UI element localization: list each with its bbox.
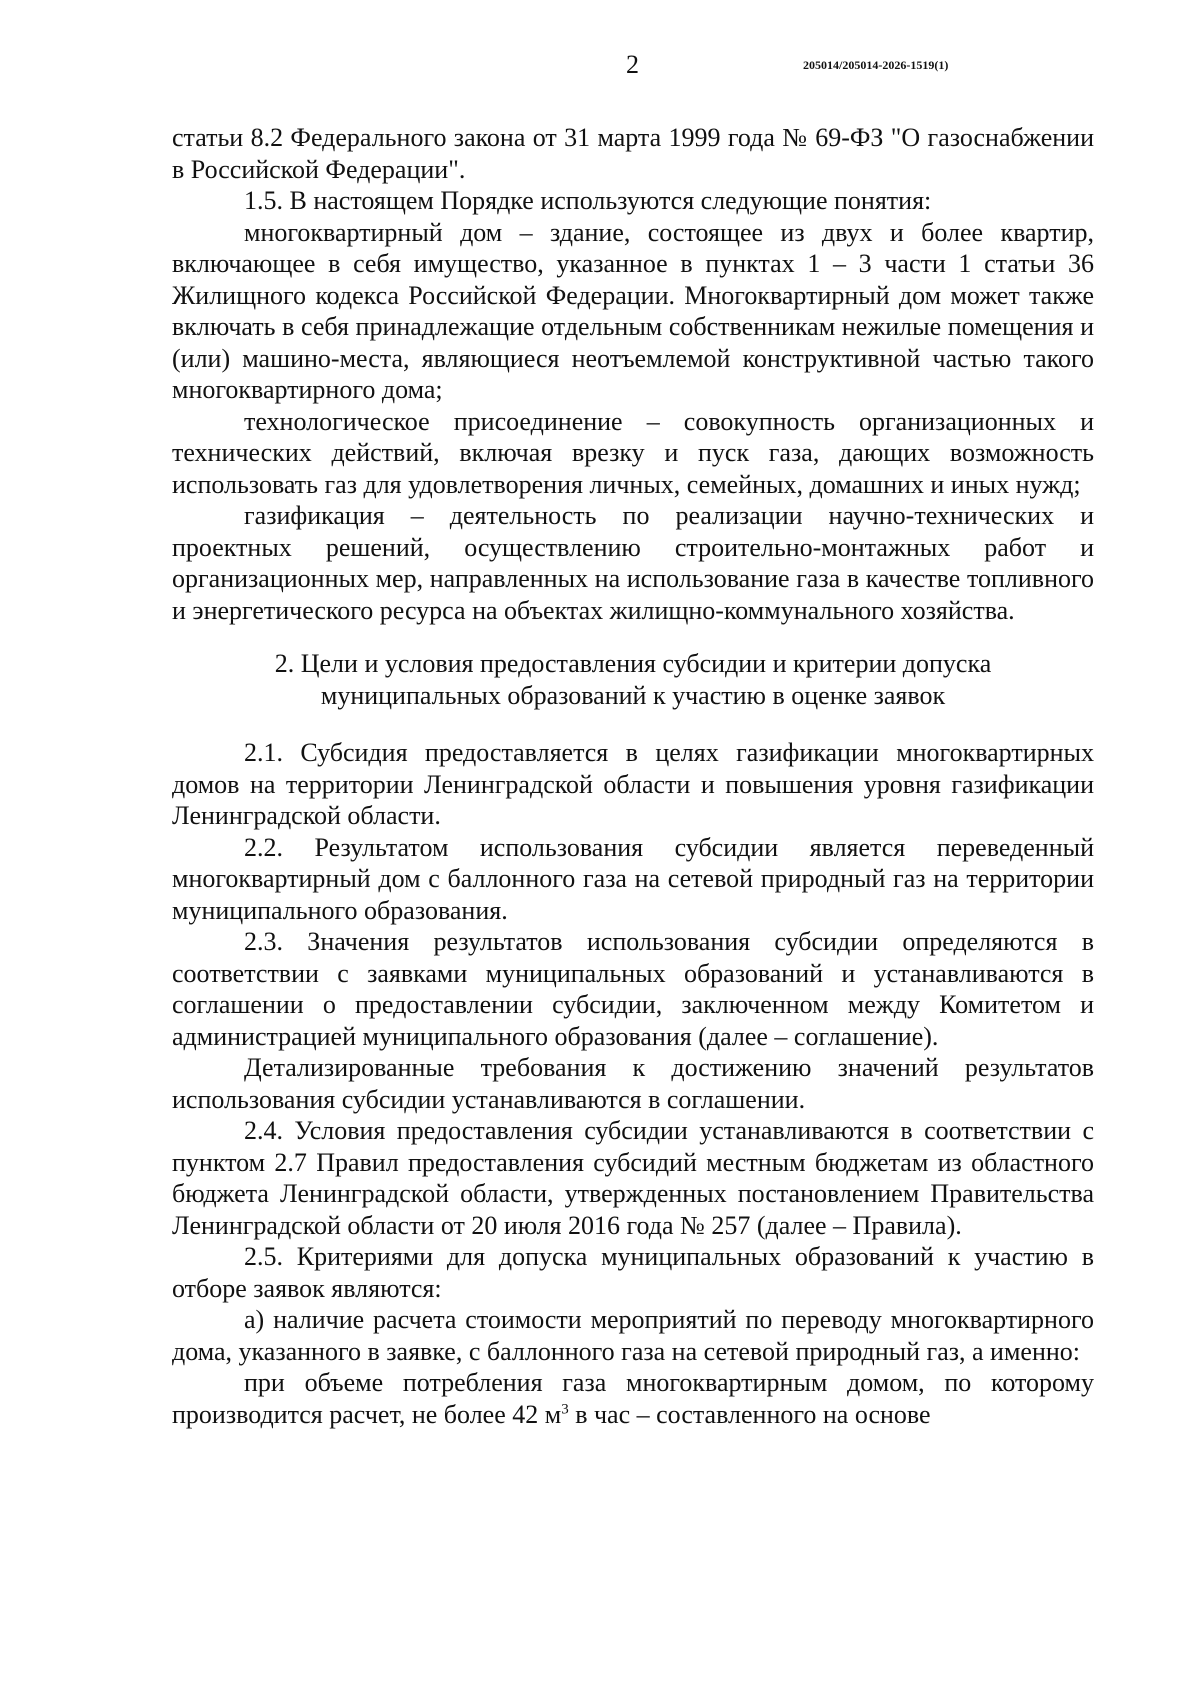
paragraph-2-5: 2.5. Критериями для допуска муниципальных образований к участию в отборе заявок являются: [172, 1242, 1094, 1303]
page-number: 2 [626, 50, 639, 79]
definition-apartment-building: многоквартирный дом – здание, состоящее из двух и более квартир, включающее в себя имущество, указанное в пунктах 1 – 3 части 1 статьи 36 Жилищного кодекса Российской Федерации. Многоквартирный дом может также включать в себя принадлежащие отдельным собственникам нежилые помещения и (или) машино-места, являющиеся неотъемлемой конструктивной частью такого многоквартирного дома; [172, 217, 1094, 404]
paragraph-detailed-requirements: Детализированные требования к достижению значений результатов использования субсидии устанавливаются в соглашении. [172, 1053, 1094, 1114]
document-id: 205014/205014-2026-1519(1) [803, 58, 949, 72]
gas-volume-text-end: в час – составленного на основе [568, 1399, 931, 1429]
definition-gasification: газификация – деятельность по реализации научно-технических и проектных решений, осуществлению строительно-монтажных работ и организационных мер, направленных на использование газа в качестве топливного и энергетического ресурса на объектах жилищно-коммунального хозяйства. [172, 501, 1094, 625]
paragraph-gas-volume [172, 1367, 1094, 1430]
paragraph-2-2: 2.2. Результатом использования субсидии является переведенный многоквартирный дом с баллонного газа на сетевой природный газ на территории муниципального образования. [172, 832, 1094, 925]
paragraph-1-5: 1.5. В настоящем Порядке используются следующие понятия: [244, 186, 932, 215]
paragraph-criterion-a: а) наличие расчета стоимости мероприятий по переводу многоквартирного дома, указанного в заявке, с баллонного газа на сетевой природный газ, а именно: [172, 1305, 1094, 1366]
cubic-superscript: 3 [561, 1400, 569, 1417]
document-body [172, 122, 1094, 1430]
gas-volume-text-start: при объеме потребления газа многоквартирным домом, по которому производится расчет, не более 42 м [172, 1368, 1094, 1429]
paragraph-2-4: 2.4. Условия предоставления субсидии устанавливаются в соответствии с пунктом 2.7 Правил предоставления субсидий местным бюджетам из областного бюджета Ленинградской области, утвержденных постановлением Правительства Ленинградской области от 20 июля 2016 года № 257 (далее – Правила). [172, 1116, 1094, 1240]
section-heading: 2. Цели и условия предоставления субсидии и критерии допуска муниципальных образований к участию в оценке заявок [274, 649, 992, 710]
paragraph-law-reference: статьи 8.2 Федерального закона от 31 марта 1999 года № 69-ФЗ "О газоснабжении в Российской Федерации". [172, 123, 1094, 184]
paragraph-2-1: 2.1. Субсидия предоставляется в целях газификации многоквартирных домов на территории Ленинградской области и повышения уровня газификации Ленинградской области. [172, 738, 1094, 830]
paragraph-2-3: 2.3. Значения результатов использования субсидии определяются в соответствии с заявками муниципальных образований и устанавливаются в соглашении о предоставлении субсидии, заключенном между Комитетом и администрацией муниципального образования (далее – соглашение). [172, 927, 1094, 1051]
definition-technological-connection: технологическое присоединение – совокупность организационных и технических действий, включая врезку и пуск газа, дающих возможность использовать газ для удовлетворения личных, семейных, домашних и иных нужд; [172, 406, 1094, 499]
